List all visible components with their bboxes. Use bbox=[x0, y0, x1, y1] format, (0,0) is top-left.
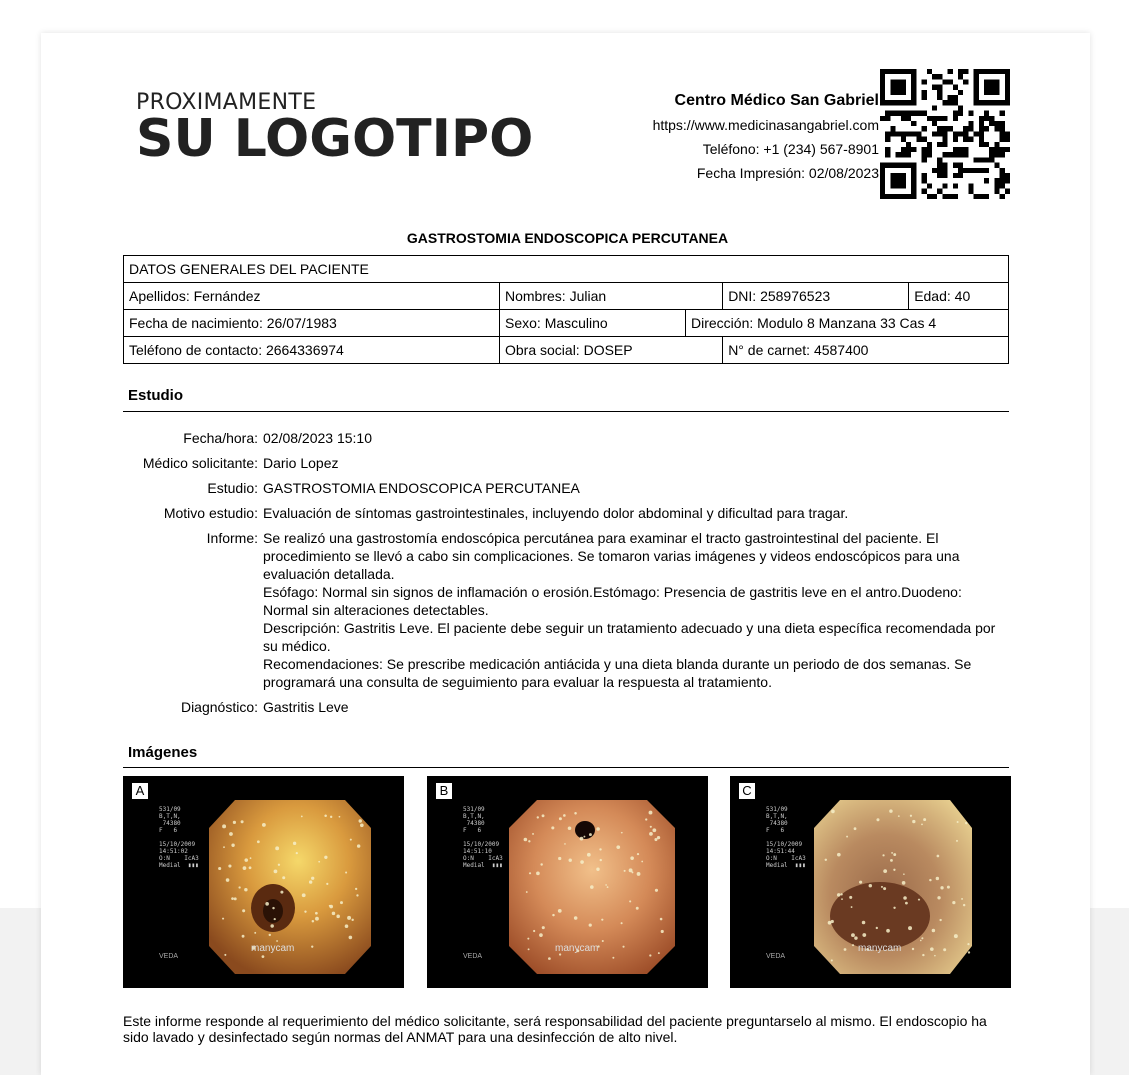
patient-address: Dirección: Modulo 8 Manzana 33 Cas 4 bbox=[686, 310, 1009, 337]
field-row-study bbox=[123, 479, 1009, 497]
images-divider bbox=[123, 767, 1009, 768]
field-row-reason bbox=[123, 504, 1009, 522]
endoscopy-image-a[interactable] bbox=[123, 776, 404, 988]
document-title: GASTROSTOMIA ENDOSCOPICA PERCUTANEA bbox=[406, 230, 729, 246]
field-value: Gastritis Leve bbox=[263, 699, 349, 715]
study-heading: Estudio bbox=[128, 387, 183, 404]
manycam-watermark: manycam bbox=[555, 943, 599, 954]
field-label: Informe: bbox=[206, 530, 258, 546]
image-veda-label: VEDA bbox=[463, 953, 483, 960]
image-veda-label: VEDA bbox=[766, 953, 786, 960]
patient-card-number: N° de carnet: 4587400 bbox=[723, 337, 1009, 364]
patient-sex: Sexo: Masculino bbox=[500, 310, 686, 337]
manycam-watermark: manycam bbox=[251, 943, 295, 954]
field-label: Fecha/hora: bbox=[183, 430, 258, 446]
image-tag: A bbox=[131, 782, 149, 800]
field-value: Evaluación de síntomas gastrointestinales, incluyendo dolor abdominal y dificultad para tragar. bbox=[263, 505, 849, 521]
center-name: Centro Médico San Gabriel bbox=[674, 92, 879, 109]
field-row-report bbox=[123, 529, 1009, 691]
logo-line-1: PROXIMAMENTE bbox=[136, 90, 317, 115]
patient-surname: Apellidos: Fernández bbox=[124, 283, 500, 310]
field-label: Médico solicitante: bbox=[142, 455, 258, 471]
field-row-diagnosis bbox=[123, 698, 1009, 716]
image-metadata: 531/09 B,T,N, 74380 F 6 15/10/2009 14:51:10 O:N IcA3 Medial ▮▮▮ bbox=[463, 806, 503, 869]
report-paragraph: Descripción: Gastritis Leve. El paciente debe seguir un tratamiento adecuado y una dieta específica recomendada por su médico. bbox=[263, 620, 996, 654]
center-phone: Teléfono: +1 (234) 567-8901 bbox=[702, 141, 879, 157]
patient-table-header: DATOS GENERALES DEL PACIENTE bbox=[124, 256, 1009, 283]
qr-code-icon bbox=[880, 69, 1010, 199]
field-value: Dario Lopez bbox=[263, 455, 339, 471]
patient-age: Edad: 40 bbox=[909, 283, 1009, 310]
patient-birthdate: Fecha de nacimiento: 26/07/1983 bbox=[124, 310, 500, 337]
field-row-doctor bbox=[123, 454, 1009, 472]
image-metadata: 531/09 B,T,N, 74380 F 6 15/10/2009 14:51:44 O:N IcA3 Medial ▮▮▮ bbox=[766, 806, 806, 869]
print-date: Fecha Impresión: 02/08/2023 bbox=[696, 165, 879, 181]
patient-first-name: Nombres: Julian bbox=[500, 283, 723, 310]
image-metadata: 531/09 B,T,N, 74380 F 6 15/10/2009 14:51:02 O:N IcA3 Medial ▮▮▮ bbox=[159, 806, 199, 869]
report-sheet bbox=[41, 33, 1090, 1075]
field-label: Diagnóstico: bbox=[180, 699, 258, 715]
image-tag: C bbox=[738, 782, 756, 800]
endoscopy-image-b[interactable] bbox=[427, 776, 708, 988]
patient-insurance: Obra social: DOSEP bbox=[500, 337, 723, 364]
report-paragraph: Esófago: Normal sin signos de inflamación o erosión.Estómago: Presencia de gastritis leve en el antro.Duodeno: Normal sin alteraciones detectables. bbox=[263, 584, 962, 618]
endoscopy-images bbox=[123, 776, 1009, 988]
patient-dni: DNI: 258976523 bbox=[723, 283, 909, 310]
image-tag: B bbox=[435, 782, 453, 800]
patient-phone: Teléfono de contacto: 2664336974 bbox=[124, 337, 500, 364]
field-value: GASTROSTOMIA ENDOSCOPICA PERCUTANEA bbox=[263, 480, 580, 496]
report-paragraph: Recomendaciones: Se prescribe medicación antiácida y una dieta blanda durante un periodo de dos semanas. Se programará una consulta de seguimiento para evaluar la respuesta al tratamiento. bbox=[263, 656, 972, 690]
logo-placeholder bbox=[136, 90, 534, 169]
field-row-datetime bbox=[123, 429, 1009, 447]
field-value: 02/08/2023 15:10 bbox=[263, 430, 372, 446]
endoscopy-image-c[interactable] bbox=[730, 776, 1011, 988]
image-veda-label: VEDA bbox=[159, 953, 179, 960]
patient-data-table bbox=[123, 255, 1009, 364]
study-divider bbox=[123, 411, 1009, 412]
report-text bbox=[258, 529, 1009, 691]
study-fields bbox=[123, 429, 1009, 723]
images-heading: Imágenes bbox=[128, 744, 198, 761]
center-info bbox=[653, 89, 879, 185]
report-paragraph: Se realizó una gastrostomía endoscópica percutánea para examinar el tracto gastrointestinal del paciente. El procedimiento se llevó a cabo sin complicaciones. Se tomaron varias imágenes y videos endoscópicos para una evaluación detallada. bbox=[263, 530, 960, 582]
field-label: Motivo estudio: bbox=[163, 505, 258, 521]
logo-line-2: SU LOGOTIPO bbox=[136, 109, 534, 169]
footer-disclaimer: Este informe responde al requerimiento del médico solicitante, será responsabilidad del paciente preguntarselo al mismo. El endoscopio ha sido lavado y desinfectado según normas del ANMAT para una desinfección de alto nivel. bbox=[123, 1013, 987, 1045]
field-label: Estudio: bbox=[207, 480, 258, 496]
manycam-watermark: manycam bbox=[858, 943, 902, 954]
center-url[interactable]: https://www.medicinasangabriel.com bbox=[652, 117, 879, 133]
